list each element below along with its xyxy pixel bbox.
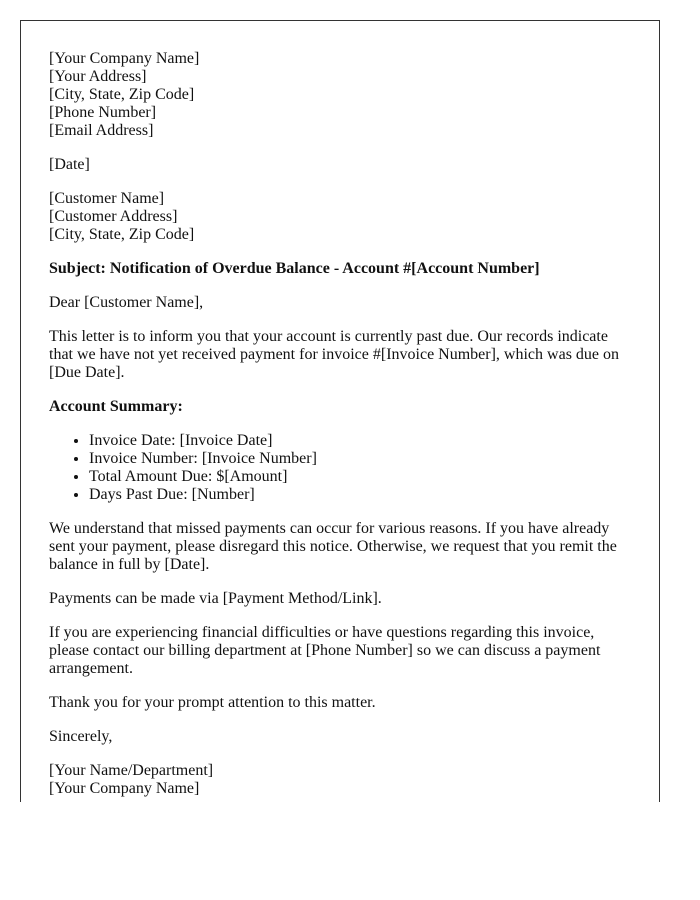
summary-item-invoice-number: • Invoice Number: [Invoice Number] <box>89 450 631 468</box>
recipient-city-state-zip: [City, State, Zip Code] <box>49 226 195 243</box>
intro-paragraph: This letter is to inform you that your account is currently past due. Our records indicate that we have not yet received payment for invoice #[Invoice Number], which was due on [Due Date]. <box>49 328 620 381</box>
payment-methods-paragraph: Payments can be made via [Payment Method/Link]. <box>49 590 382 607</box>
signature-company-name: [Your Company Name] <box>49 780 200 797</box>
summary-item-days-past-due: • Days Past Due: [Number] <box>89 486 631 504</box>
salutation: Dear [Customer Name], <box>49 294 204 311</box>
letter-date: [Date] <box>49 156 90 173</box>
thanks-paragraph: Thank you for your prompt attention to this matter. <box>49 694 376 711</box>
sender-phone: [Phone Number] <box>49 104 157 121</box>
sender-block <box>49 50 631 140</box>
account-summary-heading: Account Summary: <box>49 398 183 415</box>
sender-address: [Your Address] <box>49 68 147 85</box>
difficulties-paragraph: If you are experiencing financial difficulties or have questions regarding this invoice, please contact our billing department at [Phone Number] so we can discuss a payment arrangement. <box>49 624 601 677</box>
closing: Sincerely, <box>49 728 113 745</box>
subject-line: Subject: Notification of Overdue Balance - Account #[Account Number] <box>49 260 540 277</box>
recipient-block <box>49 190 631 244</box>
letter-document <box>20 20 660 802</box>
understanding-paragraph: We understand that missed payments can occur for various reasons. If you have already sent your payment, please disregard this notice. Otherwise, we request that you remit the balance in full by [Date]. <box>49 520 617 573</box>
summary-item-invoice-date: • Invoice Date: [Invoice Date] <box>89 432 631 450</box>
sender-company-name: [Your Company Name] <box>49 50 200 67</box>
summary-item-total-amount: • Total Amount Due: $[Amount] <box>89 468 631 486</box>
account-summary-list <box>49 432 631 504</box>
sender-city-state-zip: [City, State, Zip Code] <box>49 86 195 103</box>
signature-name-department: [Your Name/Department] <box>49 762 214 779</box>
recipient-name: [Customer Name] <box>49 190 165 207</box>
signature-block <box>49 762 631 798</box>
sender-email: [Email Address] <box>49 122 154 139</box>
recipient-address: [Customer Address] <box>49 208 178 225</box>
